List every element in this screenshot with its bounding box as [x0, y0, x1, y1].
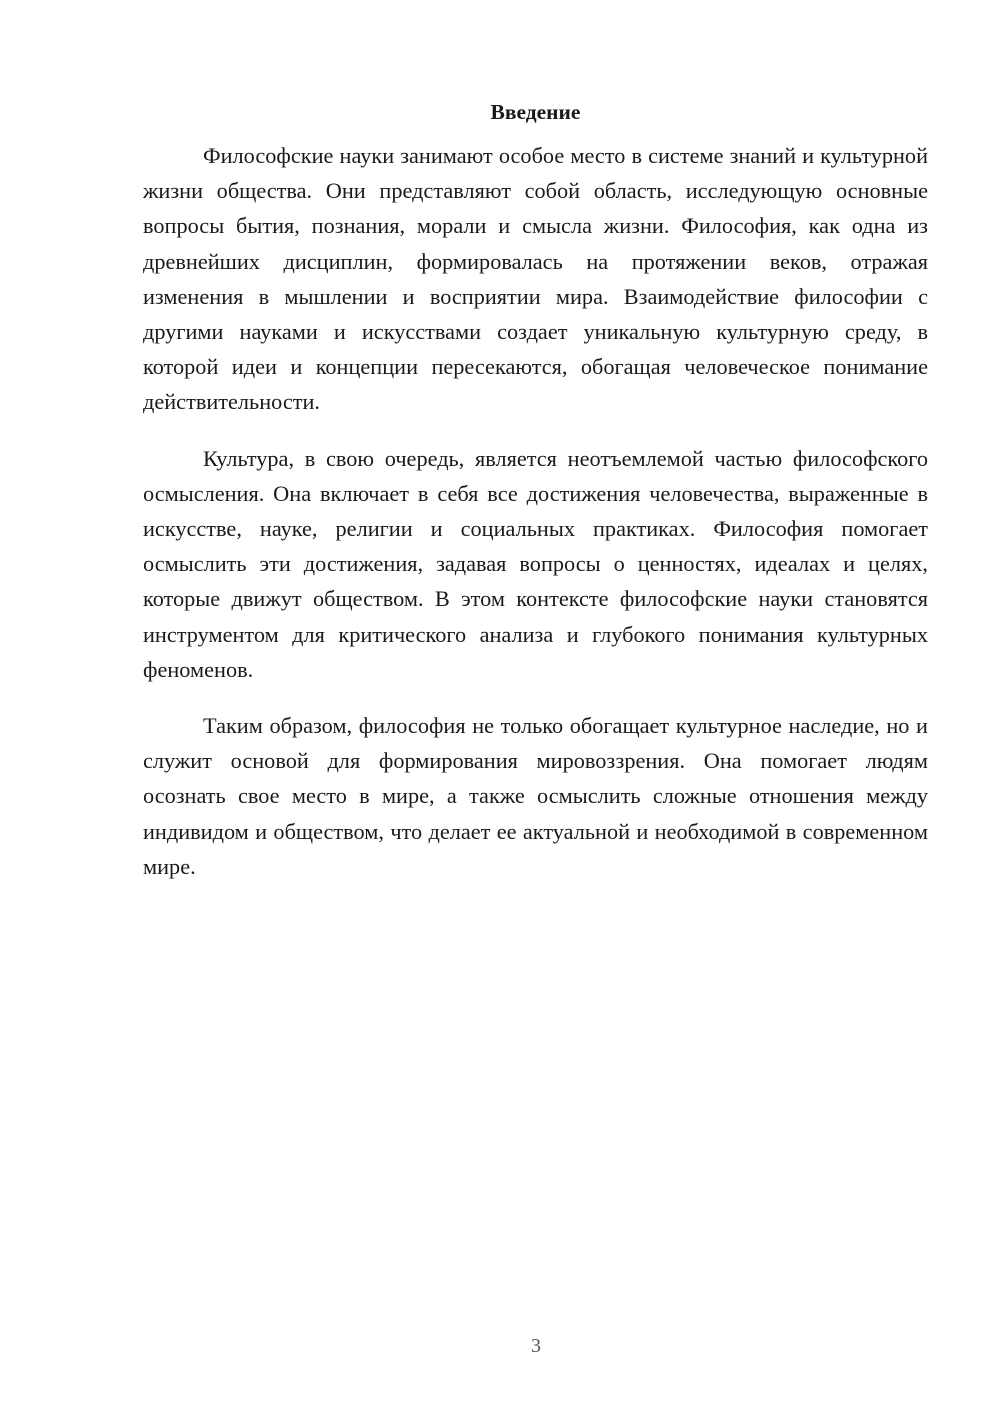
paragraph-2: Культура, в свою очередь, является неотъемлемой частью философского осмысления. Она включает в себя все достижения человечества, выраженные в искусстве, науке, религии и социальных практиках. Философия помогает осмыслить эти достижения, задавая вопросы о ценностях, идеалах и целях, которые движут обществом. В этом контексте философские науки становятся инструментом для критического анализа и глубокого понимания культурных феноменов. [143, 445, 928, 682]
paragraph-3: Таким образом, философия не только обогащает культурное наследие, но и служит основой для формирования мировоззрения. Она помогает людям осознать свое место в мире, а также осмыслить сложные отношения между индивидом и обществом, что делает ее актуальной и необходимой в современном мире. [143, 713, 928, 879]
paragraph-1: Философские науки занимают особое место в системе знаний и культурной жизни общества. Они представляют собой область, исследующую основные вопросы бытия, познания, морали и смысла жизни. Философия, как одна из древнейших дисциплин, формировалась на протяжении веков, отражая изменения в мышлении и восприятии мира. Взаимодействие философии с другими науками и искусствами создает уникальную культурную среду, в которой идеи и концепции пересекаются, обогащая человеческое понимание действительности. [143, 143, 928, 415]
page-title: Введение [490, 100, 581, 124]
page-content [143, 96, 928, 905]
page-number: 3 [531, 1335, 541, 1357]
